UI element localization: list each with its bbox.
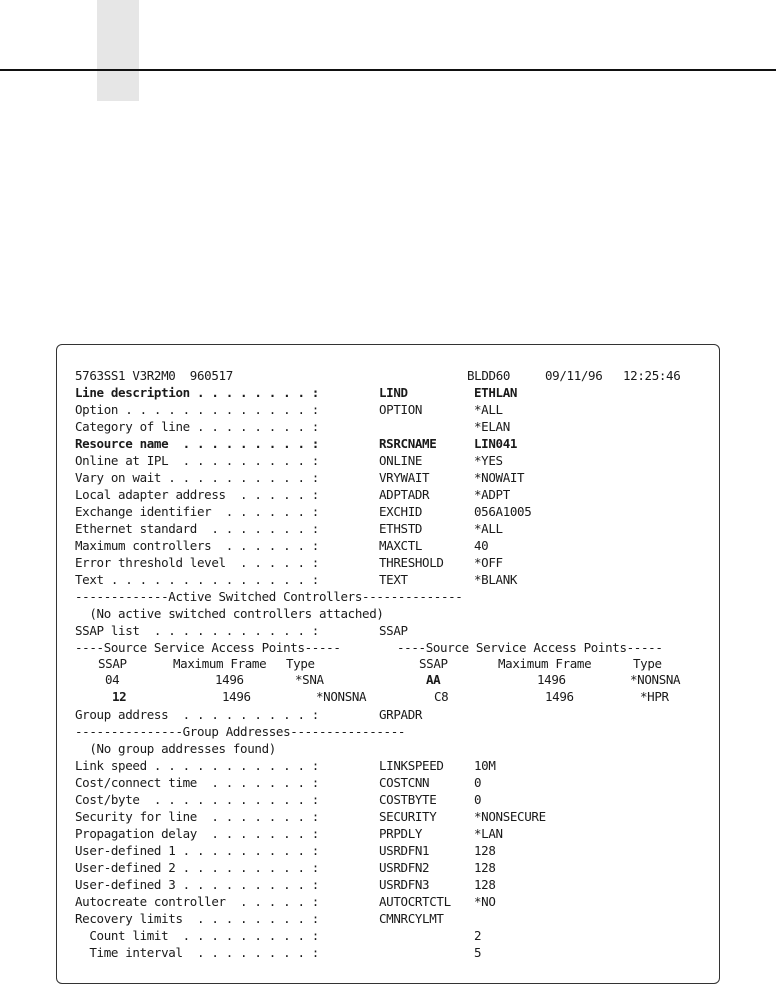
field-keyword: AUTOCRTCTL <box>379 894 451 909</box>
field-label: Count limit . . . . . . . . . : <box>75 928 319 943</box>
field-keyword: COSTBYTE <box>379 792 437 807</box>
field-value: ETHLAN <box>474 385 518 400</box>
type-cell: *SNA <box>295 672 324 687</box>
field-label: User-defined 1 . . . . . . . . . : <box>75 843 319 858</box>
field-keyword: VRYWAIT <box>379 470 430 485</box>
field-value: 056A1005 <box>474 504 532 519</box>
frame-cell: 1496 <box>222 689 251 704</box>
frame-cell: 1496 <box>537 672 566 687</box>
ssap-col-header: SSAP <box>419 656 448 671</box>
field-value: *BLANK <box>474 572 518 587</box>
field-keyword: COSTCNN <box>379 775 430 790</box>
field-keyword: USRDFN2 <box>379 860 430 875</box>
ssap-cell: 12 <box>112 689 127 704</box>
field-keyword: EXCHID <box>379 504 423 519</box>
frame-cell: 1496 <box>545 689 574 704</box>
frame-col-header: Maximum Frame <box>498 656 592 671</box>
field-label: User-defined 3 . . . . . . . . . : <box>75 877 319 892</box>
field-keyword: THRESHOLD <box>379 555 444 570</box>
field-value: *ALL <box>474 402 503 417</box>
field-keyword: ETHSTD <box>379 521 423 536</box>
ssap-label: SSAP list . . . . . . . . . . . : <box>75 623 319 638</box>
ssap-right-title: ----Source Service Access Points----- <box>397 640 663 655</box>
product-version: 5763SS1 V3R2M0 960517 <box>75 368 233 383</box>
field-keyword: OPTION <box>379 402 423 417</box>
system-name: BLDD60 <box>467 368 511 383</box>
field-label: Maximum controllers . . . . . . : <box>75 538 319 553</box>
field-label: Autocreate controller . . . . . : <box>75 894 319 909</box>
group-address-keyword: GRPADR <box>379 707 423 722</box>
field-value: 0 <box>474 775 482 790</box>
field-value: 10M <box>474 758 496 773</box>
frame-col-header: Maximum Frame <box>173 656 267 671</box>
field-label: Ethernet standard . . . . . . . : <box>75 521 319 536</box>
field-label: User-defined 2 . . . . . . . . . : <box>75 860 319 875</box>
ssap-cell: C8 <box>434 689 449 704</box>
field-label: Time interval . . . . . . . . : <box>75 945 319 960</box>
field-label: Line description . . . . . . . . : <box>75 385 319 400</box>
field-value: 0 <box>474 792 482 807</box>
field-keyword: SECURITY <box>379 809 437 824</box>
field-value: *YES <box>474 453 503 468</box>
field-value: *ALL <box>474 521 503 536</box>
field-value: 128 <box>474 877 496 892</box>
field-keyword: ONLINE <box>379 453 423 468</box>
ssap-cell: AA <box>426 672 441 687</box>
field-keyword: CMNRCYLMT <box>379 911 444 926</box>
field-value: *NOWAIT <box>474 470 525 485</box>
page-header-rule <box>0 69 776 71</box>
ssap-col-header: SSAP <box>98 656 127 671</box>
field-label: Local adapter address . . . . . : <box>75 487 319 502</box>
field-keyword: MAXCTL <box>379 538 423 553</box>
type-col-header: Type <box>286 656 315 671</box>
field-value: 40 <box>474 538 489 553</box>
field-value: 5 <box>474 945 482 960</box>
field-label: Cost/connect time . . . . . . . : <box>75 775 319 790</box>
field-label: Recovery limits . . . . . . . . : <box>75 911 319 926</box>
field-value: *NONSECURE <box>474 809 546 824</box>
field-keyword: USRDFN1 <box>379 843 430 858</box>
field-keyword: LINKSPEED <box>379 758 444 773</box>
field-value: LIN041 <box>474 436 518 451</box>
type-cell: *NONSNA <box>630 672 681 687</box>
ssap-cell: 04 <box>105 672 120 687</box>
frame-cell: 1496 <box>215 672 244 687</box>
field-keyword: RSRCNAME <box>379 436 437 451</box>
field-label: Category of line . . . . . . . . : <box>75 419 319 434</box>
field-keyword: LIND <box>379 385 408 400</box>
active-switched-note: (No active switched controllers attached) <box>75 606 384 621</box>
field-value: 2 <box>474 928 482 943</box>
field-label: Error threshold level . . . . . : <box>75 555 319 570</box>
field-label: Text . . . . . . . . . . . . . . : <box>75 572 319 587</box>
field-label: Link speed . . . . . . . . . . . : <box>75 758 319 773</box>
field-keyword: PRPDLY <box>379 826 423 841</box>
field-label: Online at IPL . . . . . . . . . : <box>75 453 319 468</box>
group-address-label: Group address . . . . . . . . . : <box>75 707 319 722</box>
print-time: 12:25:46 <box>623 368 681 383</box>
field-label: Vary on wait . . . . . . . . . . : <box>75 470 319 485</box>
ssap-keyword: SSAP <box>379 623 408 638</box>
field-keyword: USRDFN3 <box>379 877 430 892</box>
field-value: *OFF <box>474 555 503 570</box>
field-label: Cost/byte . . . . . . . . . . . : <box>75 792 319 807</box>
type-col-header: Type <box>633 656 662 671</box>
field-label: Resource name . . . . . . . . . : <box>75 436 319 451</box>
field-label: Security for line . . . . . . . : <box>75 809 319 824</box>
field-value: *ADPT <box>474 487 510 502</box>
field-value: *ELAN <box>474 419 510 434</box>
line-description-printout <box>56 344 720 984</box>
field-label: Option . . . . . . . . . . . . . : <box>75 402 319 417</box>
print-date: 09/11/96 <box>545 368 603 383</box>
field-value: 128 <box>474 860 496 875</box>
active-switched-divider: -------------Active Switched Controllers-------------- <box>75 589 463 604</box>
field-label: Exchange identifier . . . . . . : <box>75 504 319 519</box>
group-addresses-divider: ---------------Group Addresses---------------- <box>75 724 406 739</box>
field-keyword: TEXT <box>379 572 408 587</box>
field-keyword: ADPTADR <box>379 487 430 502</box>
ssap-left-title: ----Source Service Access Points----- <box>75 640 341 655</box>
type-cell: *NONSNA <box>316 689 367 704</box>
type-cell: *HPR <box>640 689 669 704</box>
group-addresses-note: (No group addresses found) <box>75 741 276 756</box>
page-tab-marker <box>97 0 139 101</box>
field-value: *NO <box>474 894 496 909</box>
field-label: Propagation delay . . . . . . . : <box>75 826 319 841</box>
field-value: *LAN <box>474 826 503 841</box>
field-value: 128 <box>474 843 496 858</box>
